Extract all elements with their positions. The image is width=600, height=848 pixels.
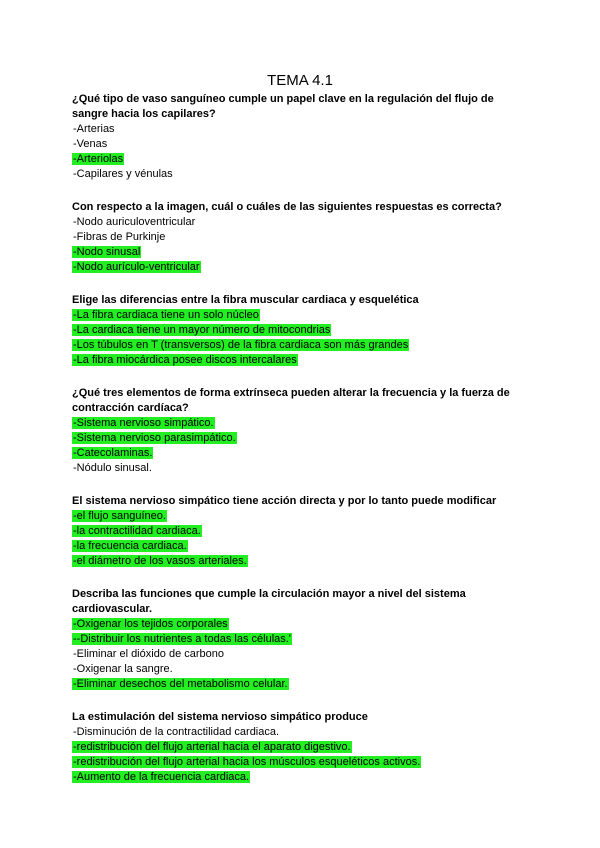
question-block	[72, 494, 532, 569]
answer-option-highlighted	[72, 446, 532, 461]
answer-option-highlighted	[72, 539, 532, 554]
answer-option-text: -el flujo sanguíneo.	[73, 510, 166, 522]
answer-option-highlighted	[72, 509, 532, 524]
question-text: Describa las funciones que cumple la circulación mayor a nivel del sistema cardiovascular.	[72, 588, 466, 615]
answer-option-highlighted	[72, 524, 532, 539]
answer-option-text: -Arterias	[73, 123, 115, 135]
question-block	[72, 587, 532, 692]
answer-option-text: -La fibra cardiaca tiene un solo núcleo	[73, 309, 259, 321]
answer-option-text: -la contractilidad cardiaca.	[73, 525, 201, 537]
answer-option-text: -Nodo auriculoventricular	[73, 216, 196, 228]
answer-option-highlighted	[72, 260, 532, 275]
answer-option-highlighted	[72, 755, 532, 770]
answer-option	[72, 137, 532, 152]
answer-option-highlighted	[72, 416, 532, 431]
answer-option	[72, 230, 532, 245]
answer-option-highlighted	[72, 632, 532, 647]
question-block	[72, 92, 532, 182]
question-text: ¿Qué tipo de vaso sanguíneo cumple un papel clave en la regulación del flujo de sangre hacia los capilares?	[72, 93, 494, 120]
answer-option-text: -Nodo sinusal	[73, 246, 141, 258]
answer-option	[72, 122, 532, 137]
answer-option-highlighted	[72, 554, 532, 569]
answer-option-text: -Aumento de la frecuencia cardiaca.	[73, 771, 250, 783]
answer-option	[72, 215, 532, 230]
answer-option-text: -Arteriolas	[73, 153, 124, 165]
answer-option-text: -Capilares y vénulas	[73, 168, 173, 180]
answer-option-text: -Eliminar el dióxido de carbono	[73, 648, 225, 660]
question-text: Con respecto a la imagen, cuál o cuáles de las siguientes respuestas es correcta?	[72, 201, 502, 213]
question-text: La estimulación del sistema nervioso simpático produce	[72, 711, 368, 723]
question-block	[72, 293, 532, 368]
answer-option-text: -La fibra miocárdica posee discos intercalares	[73, 354, 297, 366]
answer-option-highlighted	[72, 152, 532, 167]
answer-option-text: -Sistema nervioso parasimpático.	[73, 432, 236, 444]
answer-option-text: -redistribución del flujo arterial hacia el aparato digestivo.	[73, 741, 351, 753]
answer-option-highlighted	[72, 770, 532, 785]
answer-option-text: -Catecolaminas.	[73, 447, 153, 459]
answer-option-highlighted	[72, 323, 532, 338]
answer-option	[72, 647, 532, 662]
answer-option-text: -Venas	[73, 138, 108, 150]
answer-option-highlighted	[72, 677, 532, 692]
answer-option-text: -Eliminar desechos del metabolismo celular.	[73, 678, 288, 690]
question-block	[72, 200, 532, 275]
answer-option-text: -Nodo aurículo-ventricular	[73, 261, 200, 273]
question-block	[72, 386, 532, 476]
answer-option-text: -La cardiaca tiene un mayor número de mitocondrias	[73, 324, 331, 336]
question-list	[72, 92, 532, 803]
answer-option-text: -Oxigenar la sangre.	[73, 663, 173, 675]
answer-option-text: -Disminución de la contractilidad cardiaca.	[73, 726, 280, 738]
question-text: El sistema nervioso simpático tiene acción directa y por lo tanto puede modificar	[72, 495, 497, 507]
answer-option	[72, 662, 532, 677]
answer-option	[72, 461, 532, 476]
answer-option-highlighted	[72, 308, 532, 323]
answer-option-text: -Fibras de Purkinje	[73, 231, 166, 243]
answer-option-text: -redistribución del flujo arterial hacia los músculos esqueléticos activos.	[73, 756, 421, 768]
question-block	[72, 710, 532, 785]
answer-option-text: -la frecuencia cardiaca.	[73, 540, 187, 552]
answer-option-highlighted	[72, 617, 532, 632]
answer-option-text: --Distribuir los nutrientes a todas las células.'	[73, 633, 291, 645]
answer-option-highlighted	[72, 740, 532, 755]
answer-option-highlighted	[72, 338, 532, 353]
question-text: ¿Qué tres elementos de forma extrínseca pueden alterar la frecuencia y la fuerza de contracción cardíaca?	[72, 387, 510, 414]
answer-option-text: -Sistema nervioso simpático.	[73, 417, 214, 429]
answer-option-text: -el diámetro de los vasos arteriales.	[73, 555, 247, 567]
answer-option-text: -Oxigenar los tejidos corporales	[73, 618, 228, 630]
answer-option	[72, 725, 532, 740]
answer-option-highlighted	[72, 353, 532, 368]
answer-option-highlighted	[72, 245, 532, 260]
answer-option-highlighted	[72, 431, 532, 446]
answer-option	[72, 167, 532, 182]
answer-option-text: -Los túbulos en T (transversos) de la fibra cardiaca son más grandes	[73, 339, 409, 351]
answer-option-text: -Nódulo sinusal.	[73, 462, 152, 474]
page-title: TEMA 4.1	[267, 72, 333, 89]
question-text: Elige las diferencias entre la fibra muscular cardiaca y esquelética	[72, 294, 419, 306]
